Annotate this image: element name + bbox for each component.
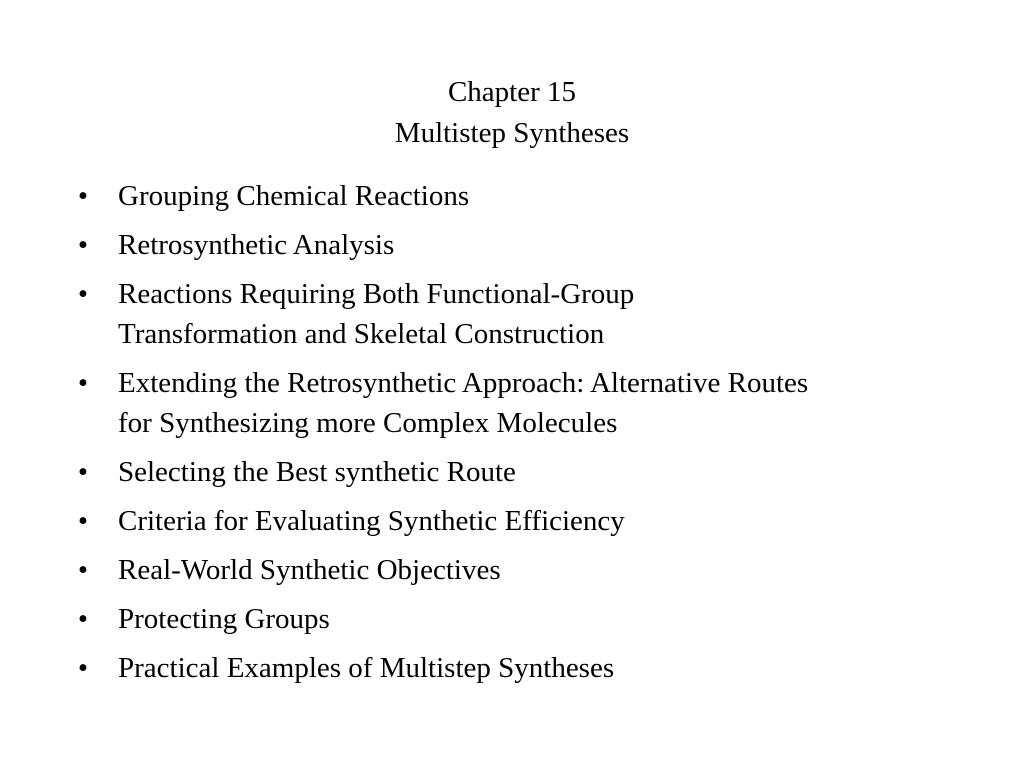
topic-text: Retrosynthetic Analysis [118, 229, 395, 261]
bullet-icon: • [77, 456, 89, 488]
topic-text: Grouping Chemical Reactions [118, 180, 470, 212]
bullet-icon: • [77, 554, 89, 586]
bullet-icon: • [77, 180, 89, 212]
topic-text-continued: for Synthesizing more Complex Molecules [118, 407, 618, 439]
topic-item [0, 501, 1024, 541]
topic-text: Real-World Synthetic Objectives [118, 554, 501, 586]
topic-text-continued: Transformation and Skeletal Construction [118, 318, 605, 350]
topic-text: Criteria for Evaluating Synthetic Efficiency [118, 505, 625, 537]
bullet-icon: • [77, 367, 89, 399]
chapter-subtitle: Multistep Syntheses [394, 117, 630, 149]
topic-text: Practical Examples of Multistep Syntheses [118, 652, 615, 684]
topic-item [0, 550, 1024, 590]
topic-item [0, 176, 1024, 216]
bullet-icon: • [77, 603, 89, 635]
chapter-heading: Chapter 15 [447, 76, 577, 108]
topic-item [0, 274, 1024, 354]
topic-text: Extending the Retrosynthetic Approach: Alternative Routes [118, 367, 809, 399]
topic-text: Protecting Groups [118, 603, 330, 635]
topic-list [0, 176, 1024, 697]
topic-text: Reactions Requiring Both Functional-Group [118, 278, 635, 310]
bullet-icon: • [77, 229, 89, 261]
bullet-icon: • [77, 278, 89, 310]
topic-item [0, 599, 1024, 639]
topic-item [0, 452, 1024, 492]
slide-title [0, 72, 1024, 154]
topic-item [0, 363, 1024, 443]
bullet-icon: • [77, 652, 89, 684]
topic-item [0, 648, 1024, 688]
topic-item [0, 225, 1024, 265]
topic-text: Selecting the Best synthetic Route [118, 456, 516, 488]
bullet-icon: • [77, 505, 89, 537]
